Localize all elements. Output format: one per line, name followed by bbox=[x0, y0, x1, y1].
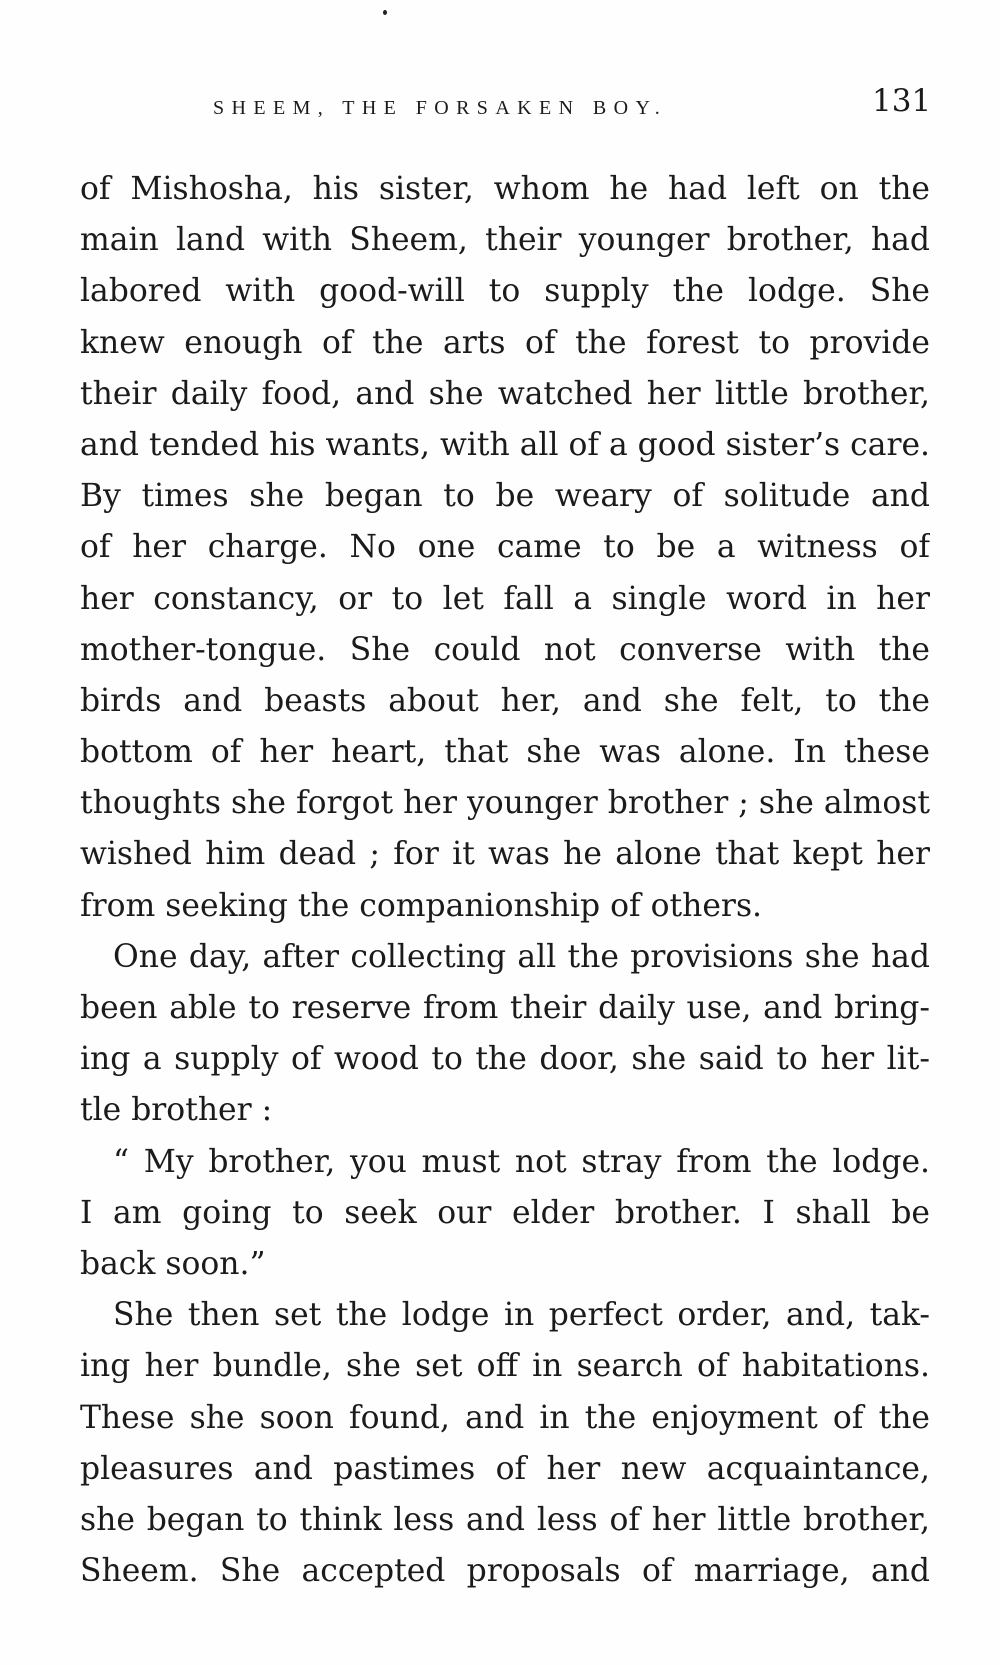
body-text bbox=[80, 164, 930, 1597]
text-line: By times she began to be weary of solitude and bbox=[80, 478, 930, 515]
text-line: her constancy, or to let fall a single word in her bbox=[80, 580, 930, 617]
text-line: tle brother : bbox=[80, 1092, 273, 1129]
ink-speck bbox=[383, 10, 387, 15]
text-line: of her charge. No one came to be a witness of bbox=[80, 529, 930, 566]
text-line: from seeking the companionship of others. bbox=[80, 887, 763, 924]
text-line: main land with Sheem, their younger brother, had bbox=[80, 222, 930, 259]
page-number: 131 bbox=[872, 83, 932, 119]
text-line: been able to reserve from their daily use, and bring- bbox=[80, 990, 930, 1026]
text-line: back soon.” bbox=[80, 1245, 266, 1282]
text-line: their daily food, and she watched her little brother, bbox=[80, 375, 930, 412]
text-line: These she soon found, and in the enjoyment of the bbox=[80, 1399, 930, 1436]
text-line: wished him dead ; for it was he alone that kept her bbox=[80, 836, 930, 873]
text-line: labored with good-will to supply the lodge. She bbox=[80, 273, 930, 310]
running-title: SHEEM, THE FORSAKEN BOY. bbox=[213, 97, 668, 119]
text-line: birds and beasts about her, and she felt, to the bbox=[80, 682, 930, 719]
text-line: knew enough of the arts of the forest to provide bbox=[80, 324, 930, 361]
text-line: and tended his wants, with all of a good sister’s care. bbox=[80, 426, 930, 463]
text-line: She then set the lodge in perfect order, and, tak- bbox=[113, 1297, 930, 1334]
text-line: bottom of her heart, that she was alone. In these bbox=[80, 734, 930, 771]
text-line: ing a supply of wood to the door, she said to her lit- bbox=[80, 1041, 930, 1078]
text-line: mother-tongue. She could not converse with the bbox=[80, 631, 930, 668]
page-header bbox=[0, 83, 1000, 133]
text-line: ing her bundle, she set off in search of habitations. bbox=[80, 1348, 930, 1385]
text-line: pleasures and pastimes of her new acquaintance, bbox=[80, 1450, 930, 1487]
text-line: thoughts she forgot her younger brother ; she almost bbox=[80, 785, 930, 822]
text-line: “ My brother, you must not stray from the lodge. bbox=[113, 1143, 930, 1180]
text-line: of Mishosha, his sister, whom he had left on the bbox=[80, 171, 930, 207]
text-line: I am going to seek our elder brother. I shall be bbox=[80, 1194, 930, 1231]
text-line: she began to think less and less of her little brother, bbox=[80, 1501, 930, 1538]
text-line: One day, after collecting all the provisions she had bbox=[113, 938, 930, 975]
text-line: Sheem. She accepted proposals of marriage, and bbox=[80, 1553, 930, 1590]
